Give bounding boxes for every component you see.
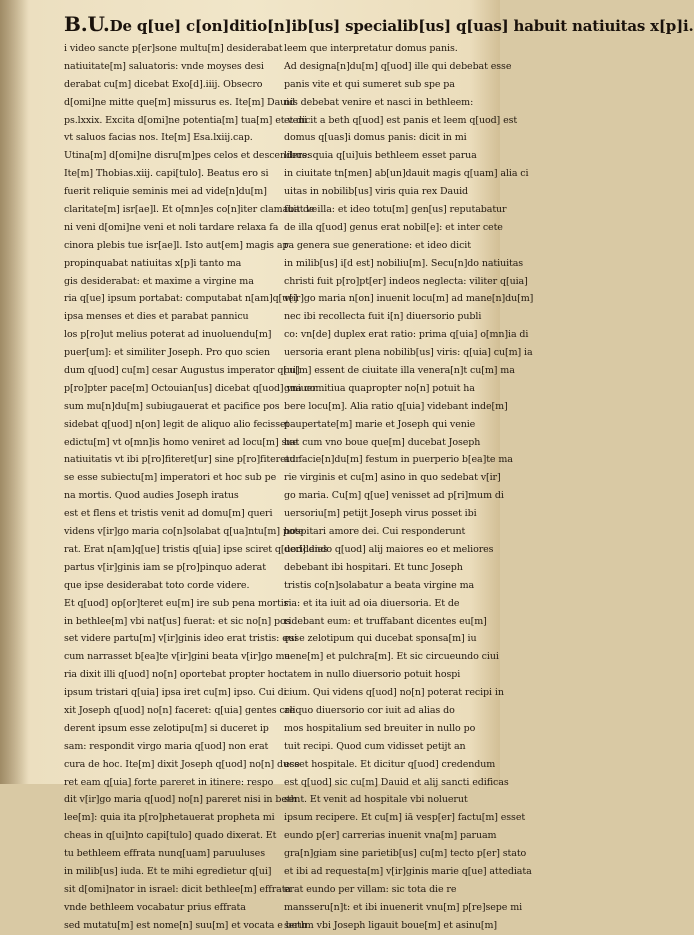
text-line: d[omi]ne mitte que[m] missurus es. Ite[m] Dauid: [64, 96, 296, 108]
text-line: in milib[us] i[d est] nobiliu[m]. Secu[n]do natiuitas: [284, 257, 524, 269]
text-line: gna comitiua quapropter no[n] potuit ha: [284, 382, 475, 394]
text-line: derent ipsum esse zelotipu[m] si duceret ip: [64, 722, 269, 734]
text-line: ra genera sue generatione: et ideo dicit: [284, 239, 471, 251]
text-line: libus: quia q[ui]uis bethleem esset parua: [284, 150, 477, 162]
text-line: ria: et ita iuit ad oia diuersoria. Et de: [284, 597, 460, 609]
text-line: cum narrasset b[ea]te v[ir]gini beata v[ir]go ma: [64, 651, 291, 663]
text-line: ni veni d[omi]ne veni et noli tardare relaxa fa: [64, 221, 279, 233]
text-line: Utina[m] d[omi]ne disru[m]pes celos et descenderes: [64, 150, 313, 162]
text-line: que ipse desiderabat toto corde videre.: [64, 579, 250, 591]
text-line: sed mutatu[m] est nome[n] suu[m] et vocata e beth: [64, 919, 307, 931]
header-initial: B.U.: [64, 12, 110, 36]
text-line: cheas in q[ui]nto capi[tulo] quado dixerat. Et: [64, 830, 277, 842]
text-line: cinora plebis tue isr[ae]l. Isto aut[em] magis ap: [64, 239, 289, 251]
text-line: sit d[omi]nator in israel: dicit bethlee[m] effrata: [64, 883, 291, 895]
text-line: vt saluos facias nos. Ite[m] Esa.lxiij.cap.: [64, 132, 253, 144]
text-line: dum q[uod] cu[m] cesar Augustus imperator q[ui]: [64, 365, 300, 377]
text-line: los p[ro]ut melius poterat ad inuoluendu[m]: [64, 329, 272, 341]
text-line: Ite[m] Thobias.xiij. capi[tulo]. Beatus ero si: [64, 168, 269, 180]
text-line: partus v[ir]ginis iam se p[ro]pinquo aderat: [64, 561, 266, 573]
text-line: sam: respondit virgo maria q[uod] non erat: [64, 740, 269, 752]
text-line: et dicit a beth q[uod] est panis et leem q[uod] est: [284, 114, 518, 126]
text-line: in milib[us] iuda. Et te mihi egredietur q[ui]: [64, 865, 272, 877]
text-line: uitas in nobilib[us] viris quia rex Dauid: [284, 186, 469, 198]
text-line: ipsum recipere. Et cu[m] iā vesp[er] factu[m] esset: [284, 812, 526, 824]
text-line: lee[m]: quia ita p[ro]phetauerat propheta mi: [64, 812, 275, 824]
text-line: vnde bethleem vocabatur prius effrata: [64, 901, 246, 913]
text-line: est et flens et tristis venit ad domu[m] queri: [64, 508, 273, 520]
text-line: tatem in nullo diuersorio potuit hospi: [284, 669, 461, 681]
text-line: esse zelotipum qui ducebat sponsa[m] iu: [284, 633, 477, 645]
text-line: ipsa menses et dies et parabat pannicu: [64, 311, 249, 323]
text-line: sum mu[n]du[m] subiugauerat et pacifice pos: [64, 400, 280, 412]
text-line: ria dixit illi q[uod] no[n] oportebat propter hoc: [64, 669, 285, 681]
text-line: i video sancte p[er]sone multu[m] desiderabat: [64, 43, 283, 54]
text-line: leem que interpretatur domus panis.: [284, 43, 458, 54]
gutter-shadow: [0, 0, 28, 784]
text-line: videns v[ir]go maria co[n]solabat q[ua]ntu[m] pote: [64, 526, 304, 538]
text-line: nec ibi recollecta fuit i[n] diuersorio publi: [284, 311, 482, 323]
text-line: panis vite et qui sumeret sub spe pa: [284, 78, 455, 90]
text-line: Ad designa[n]du[m] q[uod] ille qui debebat esse: [284, 60, 512, 72]
text-line: esset hospitale. Et dicitur q[uod] credendum: [284, 758, 496, 770]
text-line: propinquabat natiuitas x[p]i tanto ma: [64, 257, 242, 269]
text-line: sent. Et venit ad hospitale vbi noluerut: [284, 794, 468, 806]
text-line: uene[m] et pulchra[m]. Et sic circueundo ciui: [284, 651, 499, 663]
text-line: christi fuit p[ro]pt[er] indeos neglecta: viliter q[uia]: [284, 275, 528, 287]
text-line: v[ir]go maria n[on] inuenit locu[m] ad mane[n]du[m]: [284, 293, 534, 305]
text-line: tristis co[n]solabatur a beata virgine ma: [284, 579, 475, 591]
text-line: debebant ibi hospitari. Et tunc Joseph: [284, 561, 463, 573]
text-line: ps.lxxix. Excita d[omi]ne potentia[m] tua[m] et veni: [64, 114, 308, 126]
text-line: gis desiderabat: et maxime a virgine ma: [64, 275, 254, 287]
text-line: fuerit reliquie seminis mei ad vide[n]du[m]: [64, 186, 267, 198]
text-line: et ibi ad requesta[m] v[ir]ginis marie q[ue] attediata: [284, 865, 532, 877]
text-line: natiuitate[m] saluatoris: vnde moyses desi: [64, 60, 264, 72]
text-line: puer[um]: et similiter Joseph. Pro quo scien: [64, 347, 271, 359]
text-line: est q[uod] sic cu[m] Dauid et alij sancti edificas: [284, 776, 509, 788]
text-line: cium. Qui videns q[uod] no[n] poterat recipi in: [284, 687, 504, 699]
text-line: ret eam q[uia] forte pareret in itinere: respo: [64, 776, 274, 788]
text-line: in bethlee[m] vbi nat[us] fuerat: et sic no[n] pos: [64, 615, 291, 627]
text-line: cu[m] essent de ciuitate illa venera[n]t cu[m] ma: [284, 365, 515, 377]
text-line: nis debebat venire et nasci in bethleem:: [284, 96, 474, 108]
text-line: mansseru[n]t: et ibi inuenerit vnu[m] p[re]sepe mi: [284, 901, 523, 913]
text-line: aliquo diuersorio cor iuit ad alias do: [284, 704, 455, 716]
text-line: ridebant eum: et truffabant dicentes eu[m]: [284, 615, 487, 627]
text-line: Et q[uod] op[or]teret eu[m] ire sub pena mortis: [64, 597, 289, 609]
text-line: deridendo q[uod] alij maiores eo et meliores: [284, 543, 494, 555]
text-line: paupertate[m] marie et Joseph qui venie: [284, 418, 476, 430]
text-line: fuit de illa: et ideo totu[m] gen[us] reputabatur: [284, 204, 507, 216]
text-line: p[ro]pter pace[m] Octouian[us] dicebat q[uod] vniuer: [64, 382, 317, 394]
text-line: edictu[m] vt o[mn]is homo veniret ad locu[m] sue: [64, 436, 298, 448]
running-header: [64, 12, 694, 36]
text-line: bat cum vno boue que[m] ducebat Joseph: [284, 436, 481, 448]
text-line: cura de hoc. Ite[m] dixit Joseph q[uod] no[n] duce: [64, 758, 300, 770]
text-line: serum vbi Joseph ligauit boue[m] et asinu[m]: [284, 919, 498, 931]
text-line: mos hospitalium sed breuiter in nullo po: [284, 722, 476, 734]
text-line: gra[n]giam sine parietib[us] cu[m] tecto p[er] stato: [284, 848, 527, 860]
text-line: go maria. Cu[m] q[ue] venisset ad p[ri]mum di: [284, 490, 504, 502]
text-line: tu bethleem effrata nunq[uam] paruuluses: [64, 848, 265, 860]
text-line: co: vn[de] duplex erat ratio: prima q[uia] o[mn]ia di: [284, 329, 529, 341]
text-line: sidebat q[uod] n[on] legit de aliquo alio fecisset: [64, 418, 290, 430]
text-line: tuit recipi. Quod cum vidisset petijt an: [284, 740, 466, 752]
left-text-column: [64, 40, 328, 931]
text-line: na mortis. Quod audies Joseph iratus: [64, 490, 239, 502]
text-line: se esse subiectu[m] imperatori et hoc sub pe: [64, 472, 277, 484]
text-line: erat eundo per villam: sic tota die re: [284, 883, 457, 895]
text-line: uersoria erant plena nobilib[us] viris: q[uia] cu[m] ia: [284, 347, 533, 359]
text-line: uersoriu[m] petijt Joseph virus posset ibi: [284, 508, 477, 520]
text-line: rat. Erat n[am]q[ue] tristis q[uia] ipse sciret q[uod] dies: [64, 543, 328, 555]
text-line: domus q[uas]i domus panis: dicit in mi: [284, 132, 467, 144]
text-line: ipsum tristari q[uia] ipsa iret cu[m] ipso. Cui di: [64, 687, 287, 699]
text-line: dit v[ir]go maria q[uod] no[n] pareret nisi in beth: [64, 794, 297, 806]
text-line: bere locu[m]. Alia ratio q[uia] videbant inde[m]: [284, 400, 508, 412]
text-line: rie virginis et cu[m] asino in quo sedebat v[ir]: [284, 472, 501, 484]
text-line: derabat cu[m] dicebat Exo[d].iiij. Obsecro: [64, 78, 263, 90]
text-line: ria q[ue] ipsum portabat: computabat n[am]q[ue]: [64, 293, 298, 305]
text-line: de illa q[uod] genus erat nobil[e]: et inter cete: [284, 221, 503, 233]
text-line: set videre partu[m] v[ir]ginis ideo erat tristis: qui: [64, 633, 298, 645]
right-text-column: [284, 40, 534, 931]
text-line: in ciuitate tn[men] ab[un]dauit magis q[uam] alia ci: [284, 168, 529, 180]
text-line: natiuitatis vt ibi p[ro]fiteret[ur] sine p[ro]fiteretur: [64, 454, 300, 466]
text-line: claritate[m] isr[ae]l. Et o[mn]es co[n]iter clamabat ve: [64, 204, 318, 216]
text-line: ad facie[n]du[m] festum in puerperio b[ea]te ma: [284, 454, 513, 466]
text-line: xit Joseph q[uod] no[n] faceret: q[uia] gentes cre: [64, 704, 295, 716]
header-text: De q[ue] c[on]ditio[n]ib[us] specialib[us] q[uas] habuit natiuitas x[p]i.: [109, 17, 694, 35]
text-line: eundo p[er] carrerias inuenit vna[m] paruam: [284, 830, 497, 842]
text-line: hospitari amore dei. Cui responderunt: [284, 526, 466, 538]
